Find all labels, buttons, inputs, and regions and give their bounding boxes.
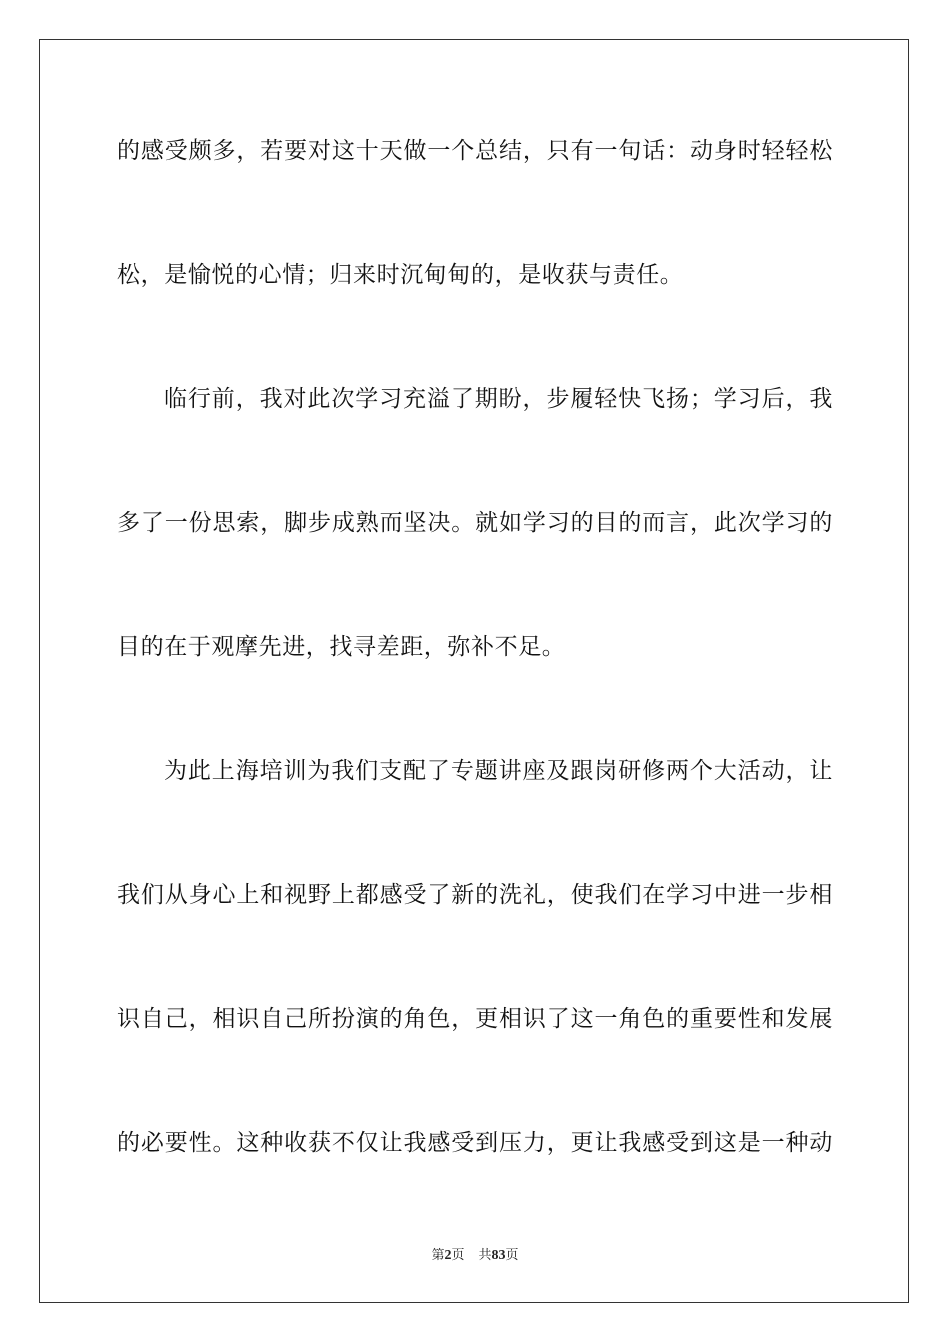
- page-border: [39, 39, 909, 1303]
- text-line: 多了一份思索，脚步成熟而坚决。就如学习的目的而言，此次学习的: [117, 510, 833, 536]
- text-line: 我们从身心上和视野上都感受了新的洗礼，使我们在学习中进一步相: [117, 882, 833, 908]
- text-line: 的必要性。这种收获不仅让我感受到压力，更让我感受到这是一种动: [117, 1130, 833, 1156]
- text-line: 为此上海培训为我们支配了专题讲座及跟岗研修两个大活动，让: [164, 758, 833, 784]
- text-line: 临行前，我对此次学习充溢了期盼，步履轻快飞扬；学习后，我: [164, 386, 833, 412]
- text-line: 松，是愉悦的心情；归来时沉甸甸的，是收获与责任。: [117, 262, 684, 288]
- page-prefix: 第: [431, 1248, 445, 1263]
- text-line: 的感受颇多，若要对这十天做一个总结，只有一句话：动身时轻轻松: [117, 138, 833, 164]
- page-footer: [0, 1247, 950, 1265]
- total-suffix: 页: [505, 1248, 519, 1263]
- text-line: 识自己，相识自己所扮演的角色，更相识了这一角色的重要性和发展: [117, 1006, 833, 1032]
- page-number: 2: [444, 1248, 452, 1263]
- page-suffix: 页: [451, 1248, 465, 1263]
- total-prefix: 共: [478, 1248, 492, 1263]
- total-pages: 83: [491, 1248, 506, 1263]
- text-line: 目的在于观摩先进，找寻差距，弥补不足。: [117, 634, 566, 660]
